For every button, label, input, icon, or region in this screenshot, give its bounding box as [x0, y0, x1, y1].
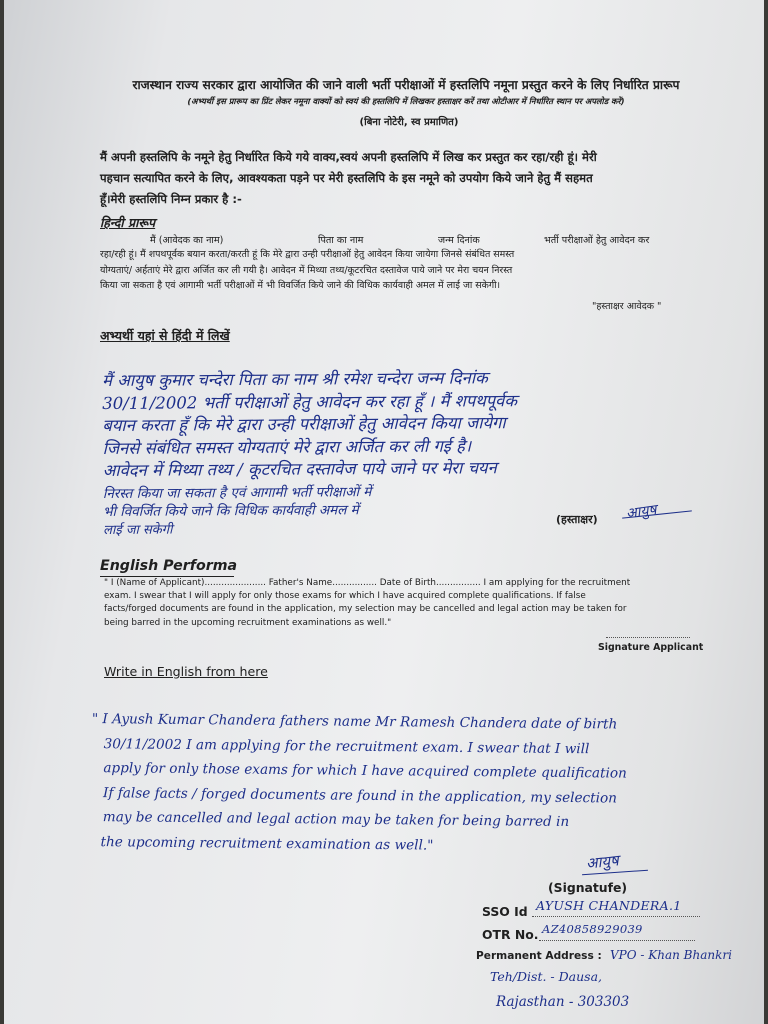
- hindi-handwritten-text: [102, 367, 518, 542]
- otr-line: [539, 940, 695, 941]
- handwritten-line: the upcoming recruitment examination as well.": [100, 834, 434, 854]
- hindi-write-heading: अभ्यर्थी यहां से हिंदी में लिखें: [100, 328, 230, 343]
- intro-paragraph: [100, 147, 597, 210]
- handwriting-sample-form: [4, 0, 764, 1024]
- hindi-row-tail: भर्ती परीक्षाओं हेतु आवेदन कर: [544, 235, 650, 246]
- handwritten-line: भी विवर्जित किये जाने कि विधिक कार्यवाही अमल में: [102, 502, 359, 520]
- form-title: राजस्थान राज्य सरकार द्वारा आयोजित की जाने वाली भर्ती परीक्षाओं में हस्तलिपि नमूना प्रस्तुत करने के लिए निर्धारित प्रारूप: [132, 78, 680, 92]
- hindi-format-row: [100, 233, 700, 247]
- hindi-format-heading: हिन्दी प्रारूप: [100, 215, 156, 230]
- english-format-line: facts/forged documents are found in the application, my selection may be cancelled and legal action may be taken for: [104, 604, 627, 615]
- form-note: (बिना नोटेरी, स्व प्रमाणित): [359, 117, 459, 128]
- handwritten-line: निरस्त किया जा सकता है एवं आगामी भर्ती परीक्षाओं में: [102, 483, 372, 502]
- applicant-name-label: मैं (आवेदक का नाम): [150, 235, 224, 246]
- form-subtitle: (अभ्यर्थी इस प्रारूप का प्रिंट लेकर नमूना वाक्यों को स्वयं की हस्तलिपि में लिखकर हस्ताक्षर करें तथा ओटीआर में निर्धारित स्थान पर अपलोड करें): [187, 96, 625, 106]
- english-format-text: [104, 577, 630, 630]
- intro-line: पहचान सत्यापित करने के लिए, आवश्यकता पड़ने पर मेरी हस्तलिपि के इस नमूने को उपयोग किये जाने हेतु मैं सहमत: [100, 171, 593, 185]
- english-format-line: exam. I swear that I will apply for only those exams for which I have acquired complete qualifications. If false: [104, 591, 586, 602]
- hindi-format-line: किया जा सकता है एवं आगामी भर्ती परीक्षाओं में भी विवर्जित किये जाने की विधिक कार्यवाही अमल में लाई जा सकेगी।: [100, 280, 501, 291]
- handwritten-line: apply for only those exams for which I have acquired complete qualification: [103, 760, 627, 782]
- sso-label: SSO Id: [482, 904, 528, 919]
- address-line-3: Rajasthan - 303303: [496, 994, 630, 1010]
- handwritten-line: मैं आयुष कुमार चन्देरा पिता का नाम श्री रमेश चन्देरा जन्म दिनांक: [102, 368, 488, 390]
- english-signature-label: Signature Applicant: [598, 642, 704, 653]
- handwritten-line: " I Ayush Kumar Chandera fathers name Mr Ramesh Chandera date of birth: [91, 710, 618, 733]
- address-line-1: VPO - Khan Bhankri: [610, 948, 732, 962]
- father-name-label: पिता का नाम: [318, 235, 364, 246]
- signature-line: [606, 637, 690, 638]
- handwritten-line: लाई जा सकेगी: [103, 522, 173, 538]
- hindi-signature-label: "हस्ताक्षर आवेदक ": [592, 301, 662, 312]
- handwritten-line: बयान करता हूँ कि मेरे द्वारा उन्ही परीक्षाओं हेतु आवेदन किया जायेगा: [102, 413, 506, 435]
- hindi-sign-label: (हस्ताक्षर): [556, 513, 598, 526]
- handwritten-line: आवेदन में मिथ्या तथ्य / कूटरचित दस्तावेज पाये जाने पर मेरा चयन: [102, 458, 497, 480]
- hindi-format-line: योग्यताएं/ अर्हताएं मेरे द्वारा अर्जित कर ली गयी है। आवेदन में मिथ्या तथ्य/कूटरचित दस्तावेज पाये जाने पर मेरा चयन निरस्त: [100, 264, 513, 276]
- handwritten-line: If false facts / forged documents are found in the application, my selection: [103, 784, 618, 807]
- handwritten-line: 30/11/2002 भर्ती परीक्षाओं हेतु आवेदन कर रहा हूँ । मैं शपथपूर्वक: [102, 390, 518, 413]
- handwritten-line: जिनसे संबंधित समस्त योग्यताएं मेरे द्वारा अर्जित कर ली गई है।: [102, 435, 472, 458]
- sso-line: [532, 916, 700, 917]
- address-line-2: Teh/Dist. - Dausa,: [490, 969, 602, 984]
- otr-value: AZ40858929039: [542, 922, 643, 936]
- otr-label: OTR No.: [482, 927, 539, 942]
- english-handwritten-text: [90, 707, 627, 860]
- intro-line: हूँ।मेरी हस्तलिपि निम्न प्रकार है :-: [100, 192, 242, 206]
- english-format-line: being barred in the upcoming recruitment examinations as well.": [104, 617, 392, 628]
- address-label: Permanent Address :: [476, 950, 602, 962]
- signature-caption: (Signatufe): [548, 880, 628, 895]
- english-signature: आयुष: [585, 851, 620, 873]
- hindi-signature: आयुष: [625, 501, 658, 523]
- english-format-line: " I (Name of Applicant)...................... Father's Name................ Date of Birth................ I am applying for the recruitment: [104, 578, 631, 588]
- hindi-format-text: [100, 247, 514, 294]
- english-format-heading: English Performa: [100, 558, 238, 574]
- dob-label: जन्म दिनांक: [438, 235, 480, 246]
- intro-line: मैं अपनी हस्तलिपि के नमूने हेतु निर्धारित किये गये वाक्य,स्वयं अपनी हस्तलिपि में लिख कर प्रस्तुत कर रहा/रही हूं। मेरी: [100, 150, 597, 164]
- sso-value: AYUSH CHANDERA.1: [536, 898, 682, 913]
- handwritten-line: 30/11/2002 I am applying for the recruitment exam. I swear that I will: [103, 735, 590, 757]
- handwritten-line: may be cancelled and legal action may be taken for being barred in: [102, 809, 570, 831]
- hindi-format-line: रहा/रही हूं। मैं शपथपूर्वक बयान करता/करती हूं कि मेरे द्वारा उन्ही परीक्षाओं हेतु आवेदन किया जायेगा जिनसे संबंधित समस्त: [100, 249, 515, 260]
- english-write-heading: Write in English from here: [104, 664, 268, 679]
